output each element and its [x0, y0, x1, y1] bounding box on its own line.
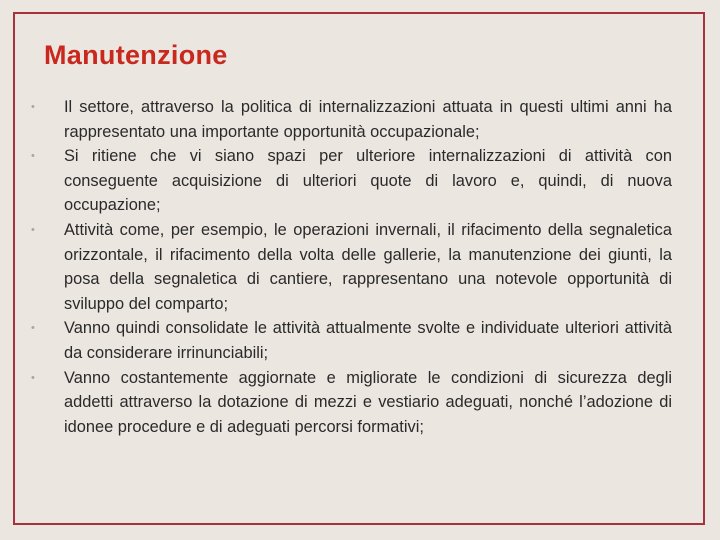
- bullet-item: [30, 218, 672, 316]
- bullet-icon: •: [31, 322, 35, 335]
- bullet-icon: •: [31, 101, 35, 113]
- slide-title: Manutenzione: [44, 40, 228, 70]
- bullet-text: Attività come, per esempio, le operazioni invernali, il rifacimento della segnaletica orizzontale, il rifacimento della volta delle gallerie, la manutenzione dei giunti, la posa della segnaletica di cantiere, rappresentano una notevole opportunità di sviluppo del comparto;: [64, 220, 672, 313]
- bullet-item: [30, 366, 672, 440]
- bullet-item: [30, 316, 672, 365]
- bullet-text: Si ritiene che vi siano spazi per ulteriore internalizzazioni di attività con conseguente acquisizione di ulteriori quote di lavoro e, quindi, di nuova occupazione;: [64, 147, 672, 215]
- bullet-list: [30, 95, 672, 439]
- bullet-text: Il settore, attraverso la politica di internalizzazioni attuata in questi ultimi anni ha rappresentato una importante opportunità occupazionale;: [64, 98, 672, 141]
- bullet-item: [30, 95, 672, 144]
- bullet-text: Vanno costantemente aggiornate e migliorate le condizioni di sicurezza degli addetti attraverso la dotazione di mezzi e vestiario adeguati, nonché l’adozione di idonee procedure e di adeguati percorsi formativi;: [64, 368, 672, 436]
- bullet-item: [30, 144, 672, 218]
- bullet-icon: •: [31, 223, 35, 236]
- bullet-icon: •: [31, 371, 35, 384]
- bullet-text: Vanno quindi consolidate le attività attualmente svolte e individuate ulteriori attività da considerare irrinunciabili;: [64, 319, 672, 362]
- bullet-icon: •: [31, 150, 35, 163]
